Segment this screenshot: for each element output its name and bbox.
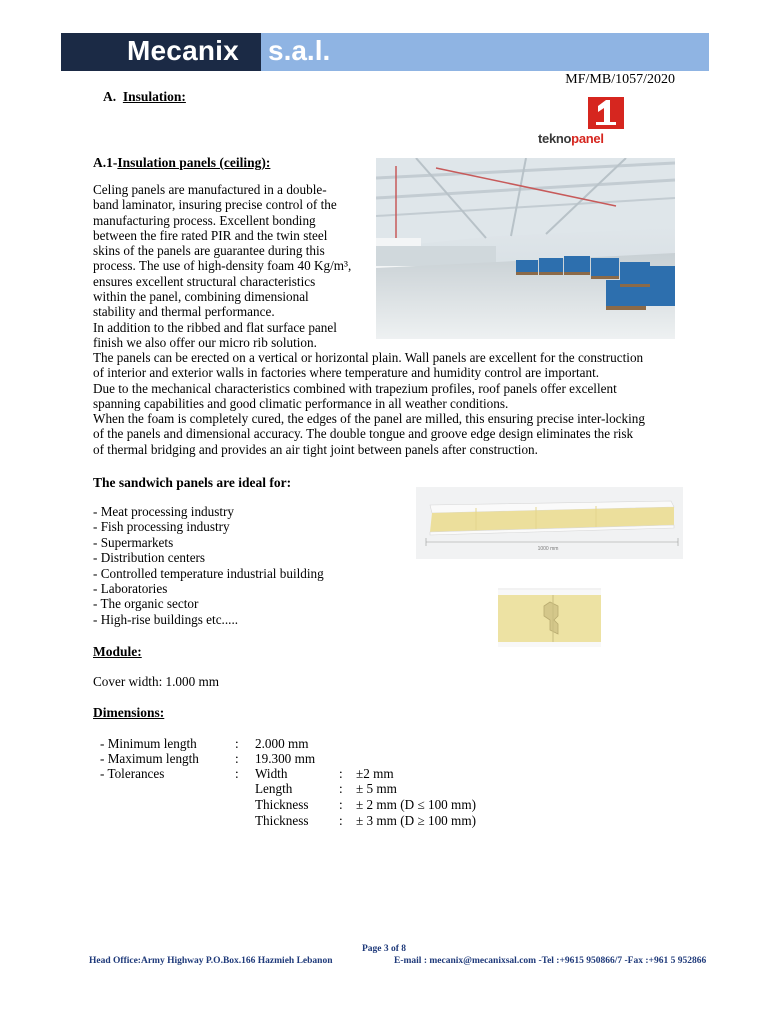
brand-suffix: s.a.l. (268, 35, 331, 66)
ideal-uses-title: The sandwich panels are ideal for: (93, 475, 292, 490)
dim-subvalue: Width (255, 766, 288, 781)
cover-width: Cover width: 1.000 mm (93, 674, 220, 689)
intro-paragraph: Celing panels are manufactured in a double- band laminator, insuring precise control of the manufacturing process. Excellent bonding between the fire rated PIR and the twin steel skins of the panels are guarantee during this process. The use of high-density foam 40 Kg/m³, ensures excellent structural characteristics within the panel, combining dimensional stability and thermal performance. In addition to the ribbed and flat surface panel finish we also offer our micro rib solution. (93, 182, 352, 350)
dim-subvalue: Thickness (255, 813, 309, 828)
dim-sep: : (339, 766, 343, 781)
section-title: Insulation: (122, 89, 186, 104)
dim-sep: : (235, 766, 239, 781)
panel-dimension-label: 1000 mm (537, 546, 559, 552)
module-title: Module: (93, 644, 142, 659)
ideal-uses-list (93, 504, 324, 627)
list-item: - Fish processing industry (93, 519, 230, 535)
teknopanel-logo-icon (584, 96, 628, 130)
list-item: - The organic sector (93, 596, 199, 612)
dim-value: 19.300 mm (255, 751, 316, 766)
list-item: - Distribution centers (93, 550, 206, 566)
dim-sep: : (339, 813, 343, 828)
list-item: - Controlled temperature industrial building (93, 565, 324, 581)
subsection-heading: A.1-Insulation panels (ceiling): (93, 155, 271, 170)
dim-label: - Maximum length (100, 751, 199, 766)
section-letter: A. (103, 89, 117, 104)
brand-name: Mecanix (127, 35, 239, 66)
dim-tolerance: ± 5 mm (356, 781, 397, 796)
footer-office-address: Head Office:Army Highway P.O.Box.166 Hazmieh Lebanon (89, 956, 333, 966)
document-reference: MF/MB/1057/2020 (565, 72, 675, 87)
section-heading (103, 89, 186, 105)
footer-contact: E-mail : mecanix@mecanixsal.com -Tel :+9615 950866/7 -Fax :+961 5 952866 (394, 956, 707, 966)
dim-subvalue: Thickness (255, 797, 309, 812)
dim-sep: : (339, 797, 343, 812)
list-item: - Laboratories (93, 581, 168, 597)
list-item: - Meat processing industry (93, 504, 235, 519)
dim-value: 2.000 mm (255, 736, 309, 751)
page-number: Page 3 of 8 (361, 944, 407, 954)
teknopanel-logo-text: teknopanel (538, 131, 604, 146)
dim-tolerance: ±2 mm (356, 766, 394, 781)
body-paragraph: The panels can be erected on a vertical or horizontal plain. Wall panels are excellent for the construction of interior and exterior walls in factories where temperature and humidity control are important. Due to the mechanical characteristics combined with trapezium profiles, roof panels offer excellent spanning capabilities and good climatic performance in all weather conditions. When the foam is completely cured, the edges of the panel are milled, this ensuring precise inter-locking of the panels and dimensional accuracy. The double tongue and groove edge design eliminates the risk of thermal bridging and provides an air tight joint between panels after construction. (93, 350, 645, 457)
warehouse-photo (376, 158, 675, 339)
sandwich-panel-image (416, 487, 683, 559)
dimensions-title: Dimensions: (93, 705, 165, 720)
panel-joint-image (498, 588, 601, 647)
dim-sep: : (235, 736, 239, 751)
dim-sep: : (339, 781, 343, 796)
list-item: - High-rise buildings etc..... (93, 611, 239, 627)
dim-label: - Minimum length (100, 736, 197, 751)
dim-tolerance: ± 3 mm (D ≥ 100 mm) (356, 813, 476, 828)
dim-sep: : (235, 751, 239, 766)
dim-label: - Tolerances (100, 766, 165, 781)
dim-tolerance: ± 2 mm (D ≤ 100 mm) (356, 797, 476, 812)
dim-subvalue: Length (255, 781, 293, 796)
list-item: - Supermarkets (93, 534, 174, 550)
